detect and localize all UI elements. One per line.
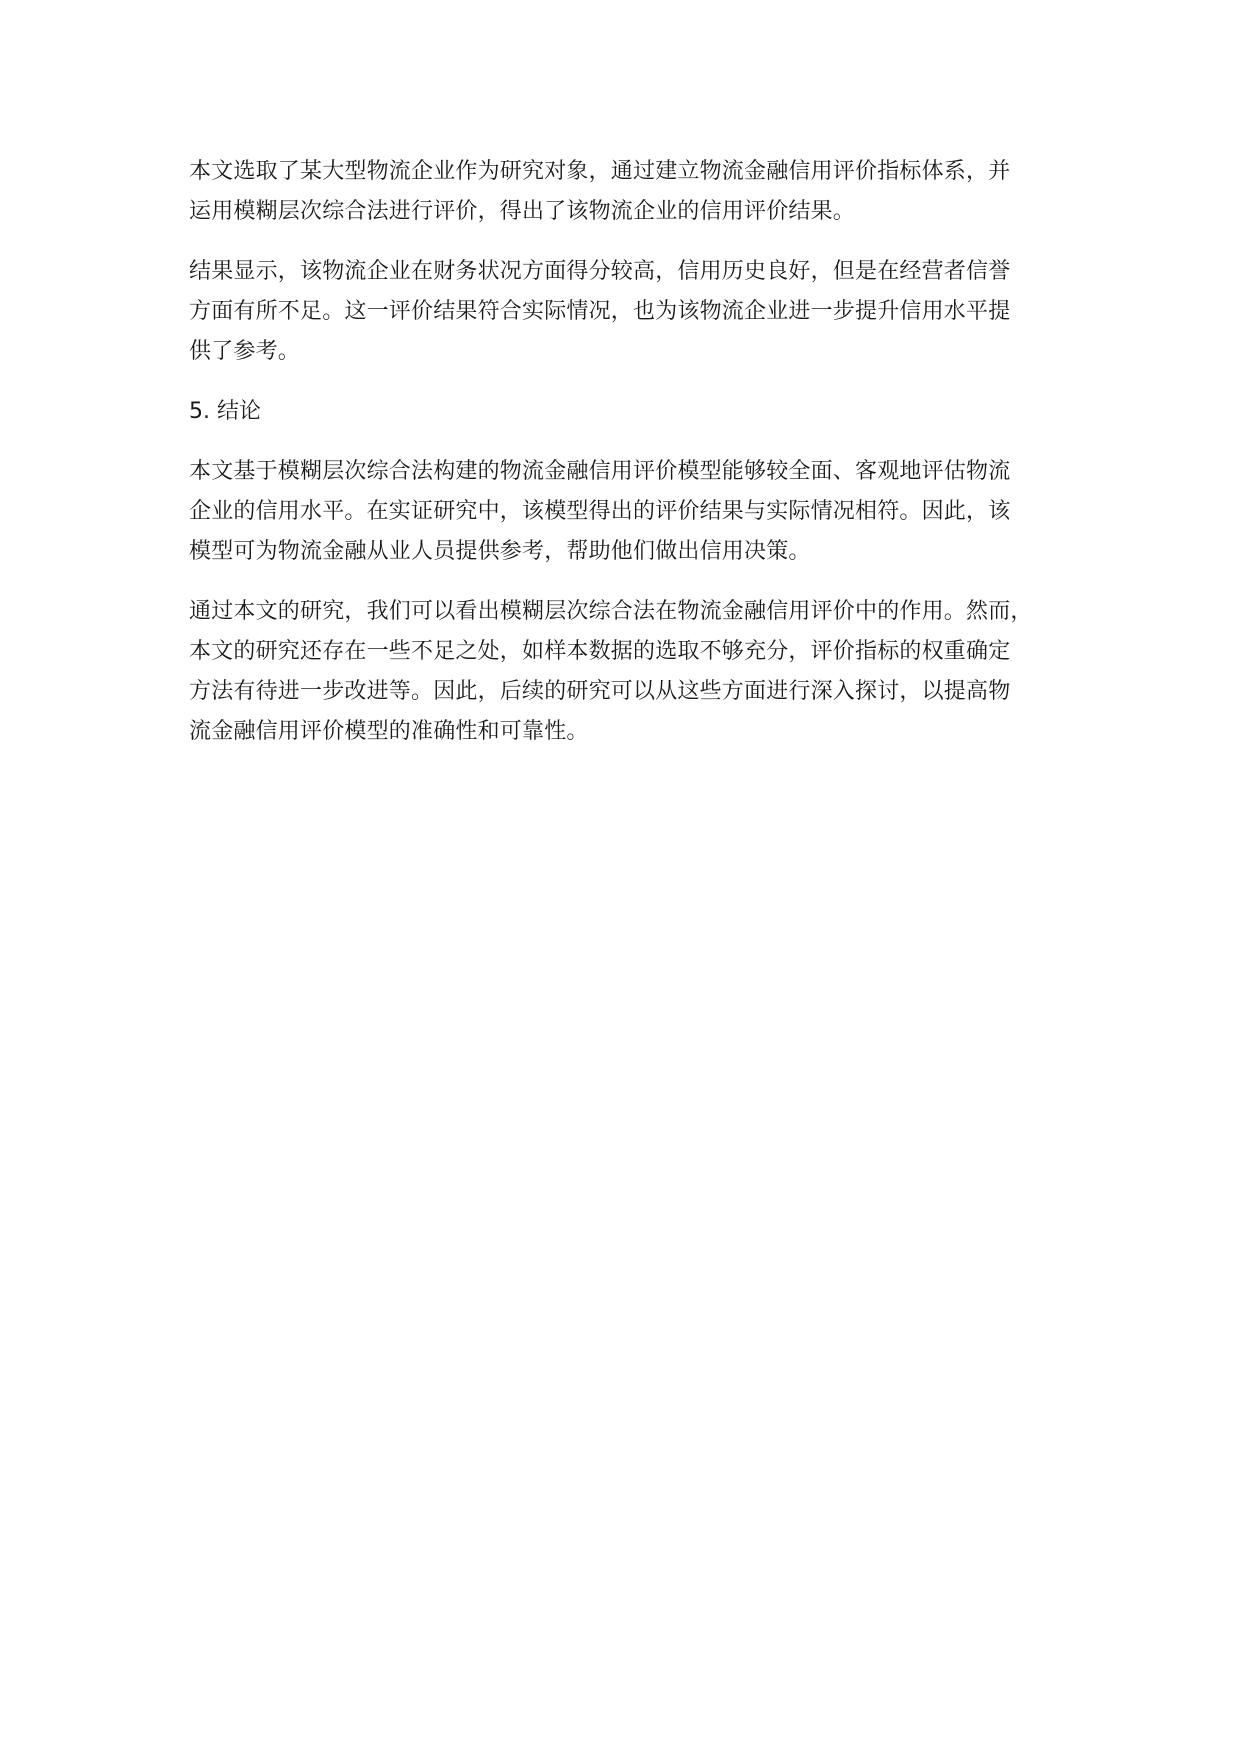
- document-body: [189, 152, 1079, 772]
- paragraph-research-subject: 本文选取了某大型物流企业作为研究对象，通过建立物流金融信用评价指标体系，并 运用模糊层次综合法进行评价，得出了该物流企业的信用评价结果。: [189, 159, 1011, 224]
- paragraph-results: 结果显示，该物流企业在财务状况方面得分较高，信用历史良好，但是在经营者信誉 方面有所不足。这一评价结果符合实际情况，也为该物流企业进一步提升信用水平提 供了参考。: [189, 259, 1011, 364]
- paragraph-limitations: 通过本文的研究，我们可以看出模糊层次综合法在物流金融信用评价中的作用。然而， 本文的研究还存在一些不足之处，如样本数据的选取不够充分，评价指标的权重确定 方法有待进一步改进等。因此，后续的研究可以从这些方面进行深入探讨，以提高物 流金融信用评价模型的准确性和可靠性。: [189, 599, 1033, 744]
- section-heading-conclusion: 5. 结论: [189, 399, 261, 424]
- paragraph-conclusion: 本文基于模糊层次综合法构建的物流金融信用评价模型能够较全面、客观地评估物流 企业的信用水平。在实证研究中，该模型得出的评价结果与实际情况相符。因此，该 模型可为物流金融从业人员提供参考，帮助他们做出信用决策。: [189, 459, 1011, 564]
